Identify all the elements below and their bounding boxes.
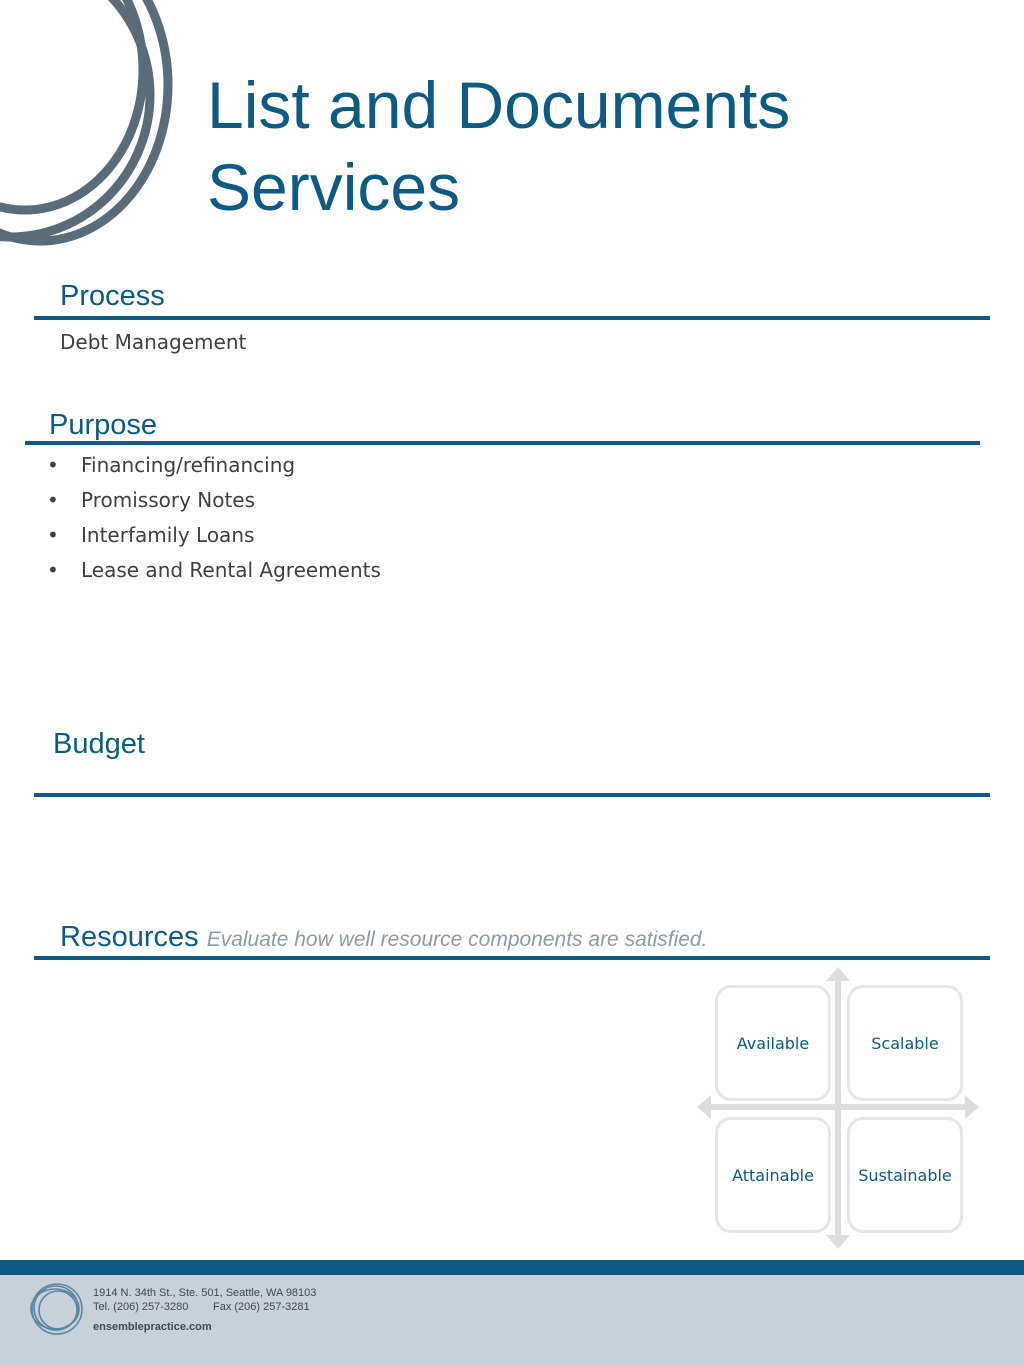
- footer-address: 1914 N. 34th St., Ste. 501, Seattle, WA 98103: [93, 1287, 317, 1299]
- list-item: [47, 558, 381, 593]
- corner-rings-logo: [0, 0, 180, 250]
- bullet-icon: •: [47, 488, 59, 512]
- quadrant-sustainable: Sustainable: [847, 1117, 963, 1233]
- resources-divider: [34, 956, 990, 960]
- purpose-item-label: Lease and Rental Agreements: [81, 558, 381, 582]
- footer-tel: Tel. (206) 257-3280: [93, 1301, 189, 1313]
- budget-divider: [34, 793, 990, 797]
- quadrant-attainable: Attainable: [715, 1117, 831, 1233]
- bullet-icon: •: [47, 523, 59, 547]
- process-heading: Process: [60, 280, 165, 312]
- list-item: [47, 453, 381, 488]
- process-divider: [34, 316, 990, 320]
- purpose-item-label: Interfamily Loans: [81, 523, 255, 547]
- footer-accent-bar: [0, 1260, 1024, 1275]
- purpose-heading: Purpose: [49, 409, 158, 441]
- process-value: Debt Management: [60, 330, 247, 354]
- bullet-icon: •: [47, 558, 59, 582]
- footer-fax: Fax (206) 257-3281: [213, 1301, 310, 1313]
- page-title-line-2: Services: [207, 150, 461, 224]
- list-item: [47, 488, 381, 523]
- resources-note: Evaluate how well resource components are satisfied.: [206, 928, 708, 951]
- resources-quadrant-diagram: [695, 965, 981, 1251]
- quadrant-scalable: Scalable: [847, 985, 963, 1101]
- purpose-divider: [25, 441, 980, 445]
- footer-website-link[interactable]: ensemblepractice.com: [93, 1321, 212, 1333]
- budget-heading: Budget: [53, 728, 145, 760]
- purpose-item-label: Promissory Notes: [81, 488, 256, 512]
- footer-logo-icon: [28, 1281, 86, 1337]
- list-item: [47, 523, 381, 558]
- page-title-line-1: List and Documents: [207, 68, 791, 142]
- bullet-icon: •: [47, 453, 59, 477]
- resources-heading: Resources: [60, 921, 199, 953]
- resources-heading-row: [60, 920, 707, 957]
- purpose-item-label: Financing/refinancing: [81, 453, 296, 477]
- purpose-list: [47, 453, 381, 593]
- quadrant-available: Available: [715, 985, 831, 1101]
